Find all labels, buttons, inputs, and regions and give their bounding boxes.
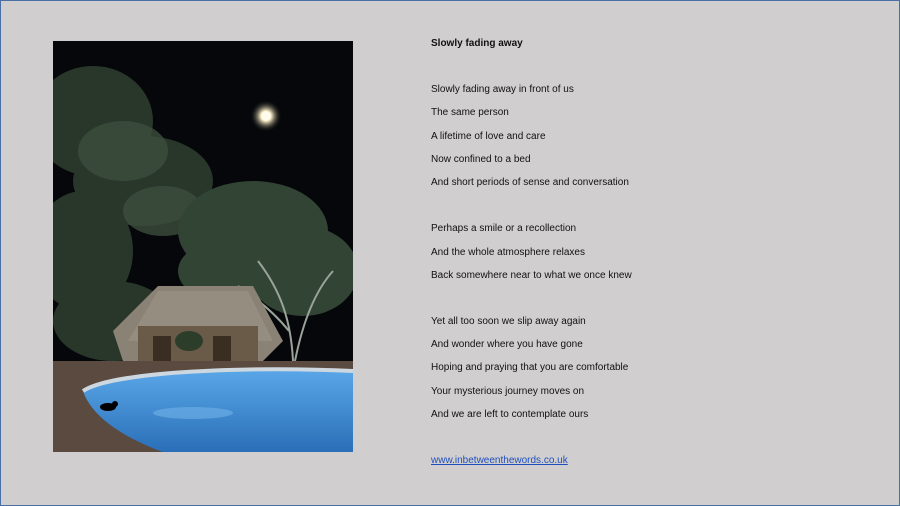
poem-line: Yet all too soon we slip away again bbox=[431, 316, 586, 328]
stanza-gap bbox=[431, 431, 871, 454]
poem-line: Your mysterious journey moves on bbox=[431, 385, 585, 397]
stanza-gap bbox=[431, 199, 871, 222]
poem-line: Back somewhere near to what we once knew bbox=[431, 269, 632, 281]
poem-line: And we are left to contemplate ours bbox=[431, 408, 589, 420]
poem-line: And short periods of sense and conversation bbox=[431, 176, 629, 188]
poem-line: The same person bbox=[431, 107, 509, 119]
night-pool-photo bbox=[53, 41, 353, 452]
poem-line: Hoping and praying that you are comfortable bbox=[431, 362, 629, 374]
poem-title: Slowly fading away bbox=[431, 38, 523, 49]
website-link[interactable]: www.inbetweenthewords.co.uk bbox=[431, 455, 568, 467]
stanza-2 bbox=[431, 222, 871, 292]
poem-line: And wonder where you have gone bbox=[431, 339, 583, 351]
stanza-gap bbox=[431, 60, 871, 83]
poem bbox=[431, 37, 871, 477]
poem-line: A lifetime of love and care bbox=[431, 130, 546, 142]
photo-illustration bbox=[53, 41, 353, 452]
poem-line: Perhaps a smile or a recollection bbox=[431, 223, 577, 235]
stanza-3 bbox=[431, 315, 871, 431]
poem-line: And the whole atmosphere relaxes bbox=[431, 246, 585, 258]
poem-line: Now confined to a bed bbox=[431, 153, 531, 165]
stanza-gap bbox=[431, 292, 871, 315]
stanza-1 bbox=[431, 83, 871, 199]
poem-line: Slowly fading away in front of us bbox=[431, 84, 574, 96]
moon bbox=[261, 111, 271, 121]
